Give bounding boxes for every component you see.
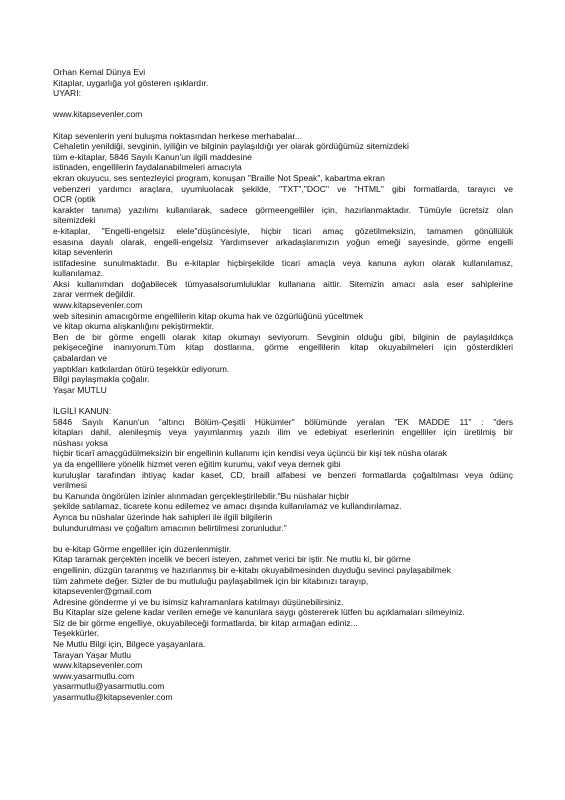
closing-line: Kitap taramak gerçekten incelik ve beceri isteyen, zahmet verici bir iştir. Ne mutlu ki, bir görme <box>53 554 411 565</box>
closing-line: bu e-kitap Görme engelliler için düzenlenmiştir. <box>53 543 232 554</box>
tagline: Kitaplar, uygarlığa yol gösteren ışıklardır. <box>53 77 209 88</box>
notice-line: Ben de bir görme engelli olarak kitap okumayı seviyorum. Sevginin olduğu gibi, bilginin de paylaşıldıkça <box>53 331 513 342</box>
closing-url: www.kitapsevenler.com <box>53 660 143 671</box>
closing-line: Teşekkürler. <box>53 628 99 639</box>
notice-line: istinaden, engellilerin faydalanabilmeleri amacıyla <box>53 162 242 173</box>
law-line: hiçbir ticarî amaçgüdülmeksizin bir engellinin kullanımı için kendisi veya üçüncü bir kişi tek nüsha olarak <box>53 448 448 459</box>
notice-line: esasına dayalı olarak, engelli-engelsiz Yardımsever arkadaşlarımızın yoğun emeği sayesinde, görme engelli <box>53 236 513 247</box>
notice-line: istifadesine sunulmaktadır. Bu e-kitaplar hiçbirşekilde ticari amaçla veya kanuna aykırı olarak kullanılamaz, <box>53 257 513 268</box>
notice-line: Kitap sevenlerin yeni buluşma noktasından herkese merhabalar... <box>53 130 302 141</box>
closing-line: Adresine gönderme yi ve bu isimsiz kahramanlara katılmayı düşünebilirsiniz. <box>53 596 344 607</box>
notice-line: Bilgi paylaşmakla çoğalır. <box>53 374 150 385</box>
law-line: Ayrıca bu nüshalar üzerinde hak sahipleri ile ilgili bilgilerin <box>53 511 273 522</box>
notice-line: kitap sevenlerin <box>53 247 113 258</box>
closing-url: www.yasarmutlu.com <box>53 670 135 681</box>
notice-line: kullanılamaz. <box>53 268 104 279</box>
publisher-name: Orhan Kemal Dünya Evi <box>53 67 146 77</box>
notice-line: ekran okuyucu, ses sentezleyici program, konuşan "Braille Not Speak", kabartma ekran <box>53 172 385 183</box>
closing-section <box>53 544 513 703</box>
notice-line: web sitesinin amacıgörme engellilerin kitap okuma hak ve özgürlüğünü yüceltmek <box>53 310 364 321</box>
notice-line: sitemizdeki <box>53 215 96 226</box>
notice-line: e-kitaplar, "Engelli-engelsiz elele"düşüncesiyle, hiçbir ticari amaç gözetilmeksizin, tamamen gönüllülük <box>53 225 513 236</box>
notice-line: vebenzeri yardımcı araçlara, uyumluolacak şekilde, "TXT","DOC" ve "HTML" gibi formatlarda, tarayıcı ve <box>53 183 513 194</box>
closing-email: yasarmutlu@yasarmutlu.com <box>53 681 165 692</box>
spacer <box>53 99 513 110</box>
notice-line: ve kitap okuma alışkanlığını pekiştirmektir. <box>53 321 214 332</box>
notice-section <box>53 131 513 396</box>
notice-line: yaptıkları katkılardan ötürü teşekkür ediyorum. <box>53 363 230 374</box>
law-line: bulundurulması ve çoğaltım amacının belirtilmesi zorunludur." <box>53 522 287 533</box>
closing-line: tüm zahmete değer. Sizler de bu mutluluğu paylaşabilmek için bir kitabınızı tarayıp, <box>53 575 369 586</box>
law-line: bu Kanunda öngörülen izinler alınmadan gerçekleştirilebilir."Bu nüshalar hiçbir <box>53 490 350 501</box>
notice-line: Aksi kullanımdan doğabilecek tümyasalsorumluluklar kullanana aittir. Sitemizin amacı asla eser sahiplerine <box>53 278 513 289</box>
closing-line: Siz de bir görme engelliye, okuyabileceği formatlarda, bir kitap armağan ediniz... <box>53 617 358 628</box>
closing-line: Bu Kitaplar size gelene kadar verilen emeğe ve kanunlara saygı göstererek lütfen bu açıklamaları silmeyiniz. <box>53 607 465 618</box>
law-heading: İLGİLİ KANUN: <box>53 406 112 416</box>
notice-line: OCR (optik <box>53 194 96 205</box>
signature-name: Yaşar MUTLU <box>53 384 107 395</box>
closing-line: Ne Mutlu Bilgi için, Bilgece yaşayanlara. <box>53 639 206 650</box>
law-line: ya da engellilere yönelik hizmet veren eğitim kurumu, vakıf veya dernek gibi <box>53 458 341 469</box>
document-header <box>53 67 513 99</box>
closing-line: engellinin, düzgün taranmış ve hazırlanmış bir e-kitabı okuyabilmesinden duyduğu sevinci paylaşabilmek <box>53 564 451 575</box>
law-line: verilmesi <box>53 480 87 491</box>
contact-email: kitapsevenler@gmail.com <box>53 586 152 597</box>
law-line: 5846 Sayılı Kanun'un "altıncı Bölüm-Çeşitli Hükümler" bölümünde yeralan "EK MADDE 11" : "ders <box>53 416 513 427</box>
notice-line: tüm e-kitaplar, 5846 Sayılı Kanun'un ilgili maddesine <box>53 151 252 162</box>
spacer <box>53 533 513 544</box>
warning-heading: UYARI: <box>53 88 82 99</box>
spacer <box>53 395 513 406</box>
scanner-credit: Tarayan Yaşar Mutlu <box>53 649 132 660</box>
notice-line: pekişeceğine inanıyorum.Tüm kitap dostlarına, görme engellilerin kitap okuyabilmeleri için gösterdikleri <box>53 342 513 353</box>
notice-line: www.kitapsevenler.com <box>53 300 143 311</box>
notice-line: karakter tanıma) yazılımı kullanılarak, sadece görmeengelliler için, hazırlanmaktadır. Tümüyle ücretsiz olan <box>53 204 513 215</box>
law-line: nüshası yoksa <box>53 437 108 448</box>
notice-line: zarar vermek değildir. <box>53 289 136 300</box>
closing-email: yasarmutlu@kitapsevenler.com <box>53 692 173 703</box>
notice-line: çabalardan ve <box>53 353 107 364</box>
law-line: şekilde satılamaz, ticarete konu edilemez ve amacı dışında kullanılamaz ve kullandırılamaz. <box>53 501 402 512</box>
law-section <box>53 406 513 533</box>
notice-line: Cehaletin yenildiği, sevginin, iyiliğin ve bilginin paylaşıldığı yer olarak gördüğümüz sitemizdeki <box>53 141 409 152</box>
site-url: www.kitapsevenler.com <box>53 109 143 120</box>
law-line: kitapları dahil, alenileşmiş veya yayımlanmış yazılı ilim ve edebiyat eserlerinin engelliler için üretilmiş bir <box>53 427 513 438</box>
law-line: kuruluşlar tarafından ihtiyaç kadar kaset, CD, braill alfabesi ve benzeri formatlarda çoğaltılması veya ödünç <box>53 469 513 480</box>
spacer <box>53 120 513 131</box>
